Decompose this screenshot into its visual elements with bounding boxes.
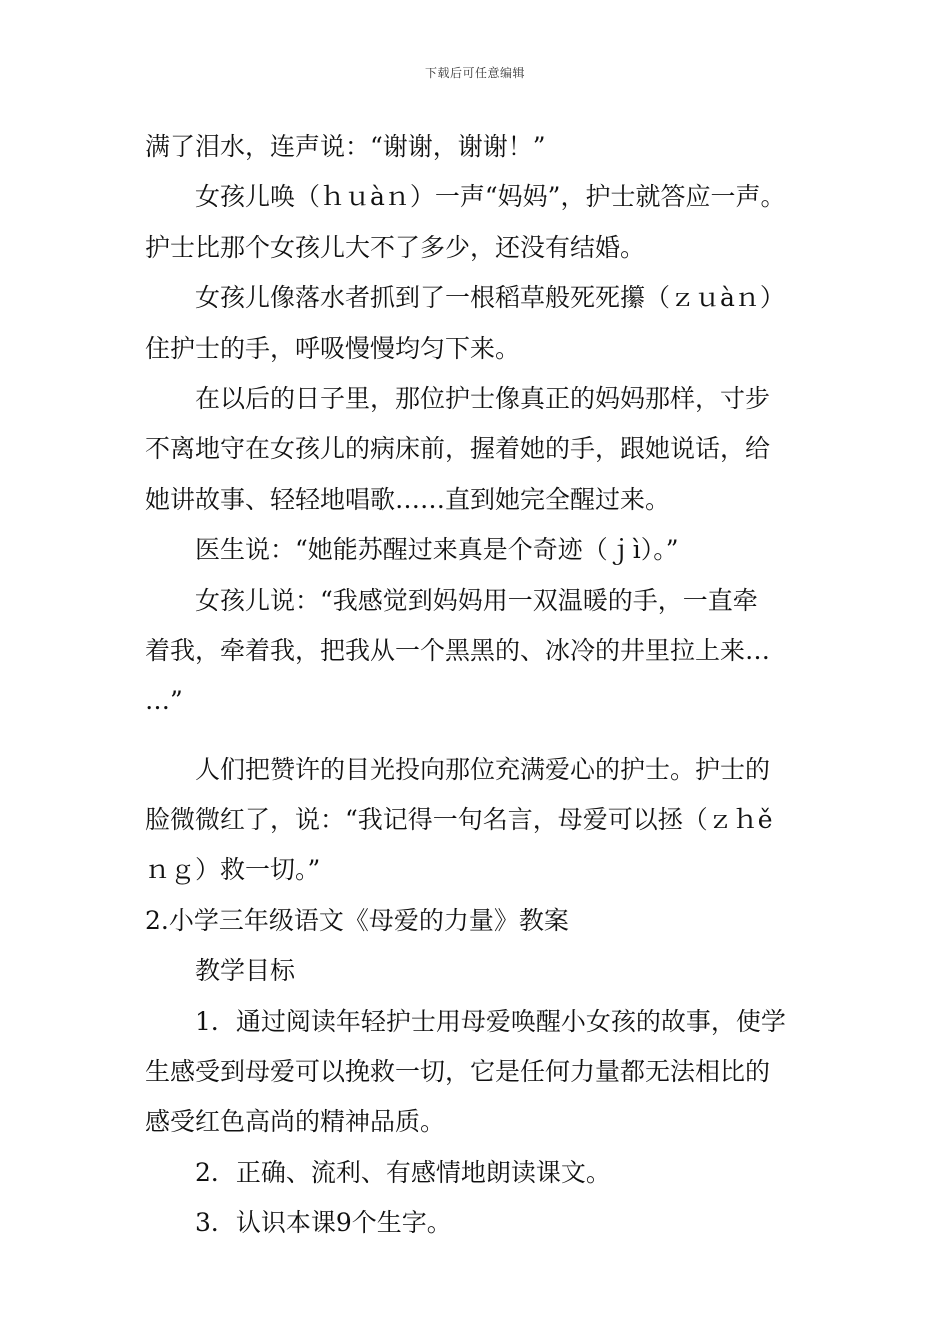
text-line: 感受红色高尚的精神品质。 [145,1107,446,1137]
text-line: ｎｇ）救一切。” [145,855,321,885]
text-line: 在以后的日子里，那位护士像真正的妈妈那样，寸步 [195,383,771,413]
page-header: 下载后可任意编辑 [424,66,525,80]
document-body [145,122,813,1249]
text-line: 人们把赞许的目光投向那位充满爱心的护士。护士的 [195,754,771,784]
paragraph-gap [145,727,813,745]
text-line: 她讲故事、轻轻地唱歌……直到她完全醒过来。 [145,484,671,514]
text-line: 生感受到母爱可以挽救一切，它是任何力量都无法相比的 [145,1057,771,1087]
text-line: 住护士的手，呼吸慢慢均匀下来。 [145,333,521,363]
text-line: 脸微微红了，说：“我记得一句名言，母爱可以拯（ｚｈě [145,805,773,835]
text-line: 满了泪水，连声说：“谢谢，谢谢！” [145,132,546,161]
text-line: 女孩儿说：“我感觉到妈妈用一双温暖的手，一直牵 [195,585,758,615]
text-line: 着我，牵着我，把我从一个黑黑的、冰冷的井里拉上来… [145,635,771,665]
text-line: 护士比那个女孩儿大不了多少，还没有结婚。 [145,232,646,262]
text-line: …” [145,686,183,716]
text-line: 女孩儿像落水者抓到了一根稻草般死死攥（ｚｕàｎ） [195,283,785,313]
text-line: 女孩儿唤（ｈｕàｎ）一声“妈妈”，护士就答应一声。 [195,182,786,212]
text-line: 不离地守在女孩儿的病床前，握着她的手，跟她说话，给 [145,434,771,464]
subsection-heading: 教学目标 [195,956,296,986]
text-line: 2．正确、流利、有感情地朗读课文。 [195,1157,611,1187]
text-line: 医生说：“她能苏醒过来真是个奇迹（ｊì）。” [195,535,679,565]
section-heading: 2.小学三年级语文《母爱的力量》教案 [145,905,569,935]
text-line: 3．认识本课9个生字。 [195,1208,452,1238]
text-line: 1．通过阅读年轻护士用母爱唤醒小女孩的故事，使学 [195,1006,786,1036]
